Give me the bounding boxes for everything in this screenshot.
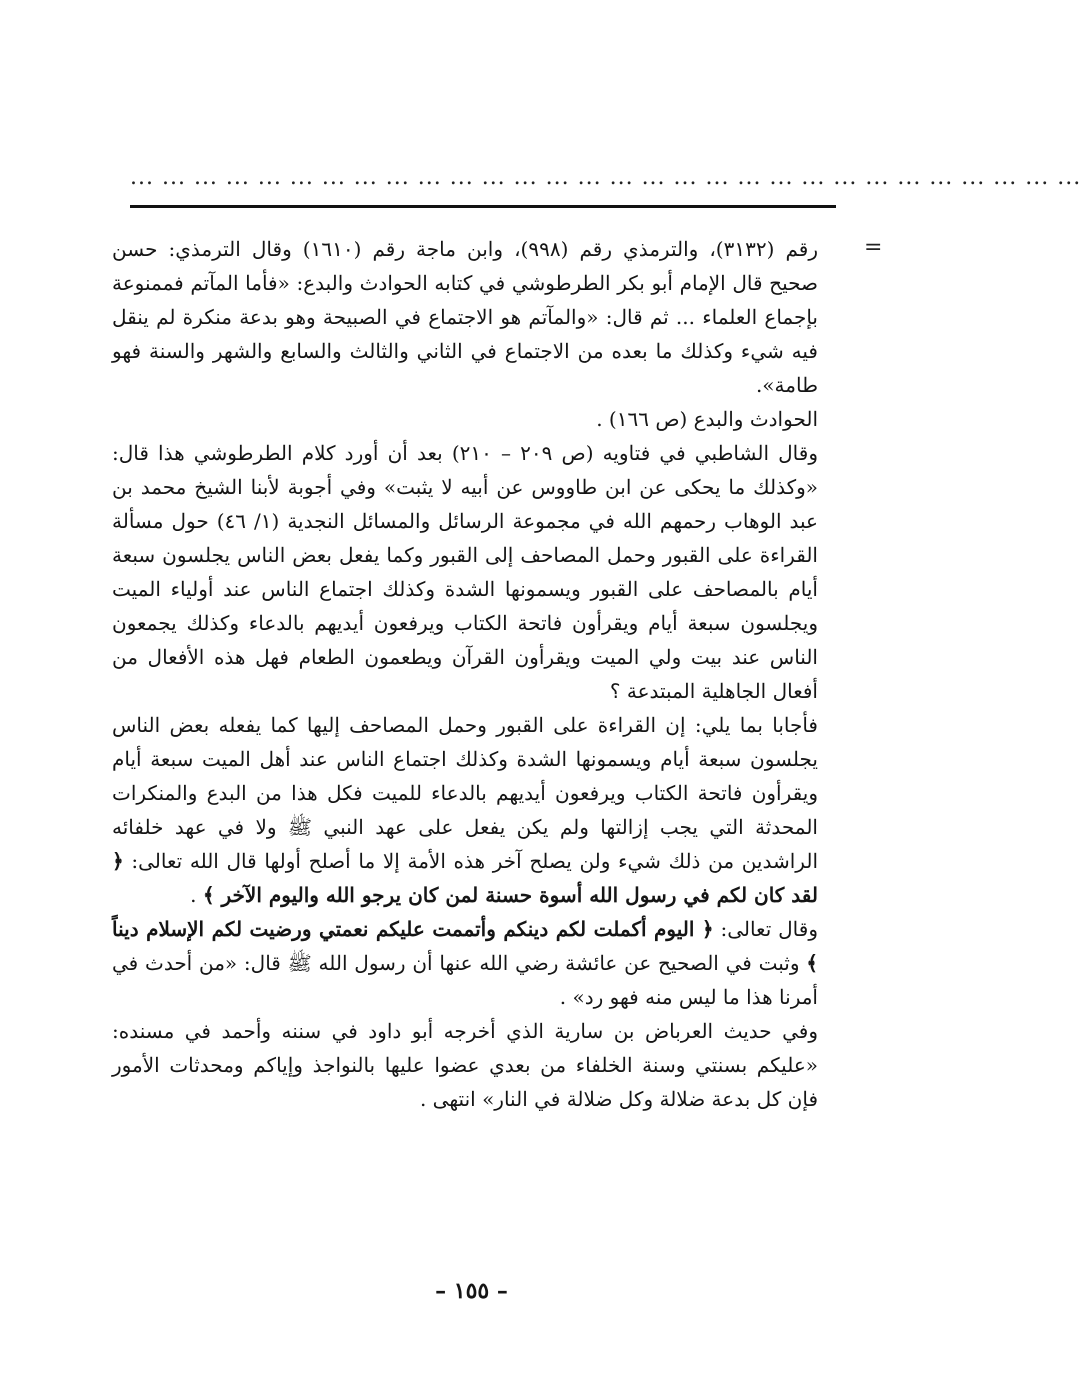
margin-mark: = — [864, 235, 883, 260]
paragraph-answer — [112, 708, 818, 912]
paragraph-footnote-continuation: رقم (٣١٣٢)، والترمذي رقم (٩٩٨)، وابن ماجة رقم (١٦١٠) وقال الترمذي: حسن صحيح قال الإمام أبو بكر الطرطوشي في كتابه الحوادث والبدع: «فأما المآتم فممنوعة بإجماع العلماء ... ثم قال: «والمآتم هو الاجتماع في الصبيحة وهو بدعة منكرة لم ينقل فيه شيء وكذلك ما بعده من الاجتماع في الثاني والثالث والسابع والشهر والسنة فهو طامة». — [112, 237, 819, 397]
paragraph-irbad-hadith: وفي حديث العرباض بن سارية الذي أخرجه أبو داود في سننه وأحمد في مسنده: «عليكم بسنتي وسنة الخلفاء من بعدي عضوا عليها بالنواجذ وإياكم ومحدثات الأمور فإن كل بدعة ضلالة وكل ضلالة في النار» انتهى . — [112, 1019, 818, 1111]
answer-text: فأجابا بما يلي: إن القراءة على القبور وحمل المصاحف إليها كما يفعله بعض الناس يجلسون سبعة أيام ويسمونها الشدة وكذلك اجتماع الناس عند أهل الميت سبعة أيام ويقرأون فاتحة الكتاب ويرفعون أيديهم بالدعاء للميت فكل هذا من البدع والمنكرات المحدثة التي يجب إزالتها ولم يكن يفعل على عهد النبي ﷺ ولا في عهد خلفائه الراشدين من ذلك شيء ولن يصلح آخر هذه الأمة إلا ما أصلح أولها قال الله تعالى: — [112, 713, 818, 873]
page-number: – ١٥٥ – — [435, 1278, 508, 1304]
body-text — [112, 232, 818, 1116]
header-rule — [130, 205, 836, 208]
verse-intro: وقال تعالى: — [713, 917, 818, 941]
answer-end: . — [190, 883, 203, 907]
quran-verse-2: ﴿ اليوم أكملت لكم دينكم وأتممت عليكم نعمتي ورضيت لكم الإسلام ديناً ﴾ — [112, 917, 818, 975]
quran-verse-1: ﴿ لقد كان لكم في رسول الله أسوة حسنة لمن كان يرجو الله واليوم الآخر ﴾ — [112, 849, 818, 907]
paragraph-shatibi: وقال الشاطبي في فتاويه (ص ٢٠٩ – ٢١٠) بعد أن أورد كلام الطرطوشي هذا قال: «وكذلك ما يحكى عن ابن طاووس عن أبيه لا يثبت» وفي أجوبة لأبنا الشيخ محمد بن عبد الوهاب رحمهم الله في مجموعة الرسائل والمسائل النجدية (١/ ٤٦) حول مسألة القراءة على القبور وحمل المصاحف إلى القبور وكما يفعل بعض الناس يجلسون سبعة أيام بالمصاحف على القبور ويسمونها الشدة وكذلك اجتماع الناس عند أولياء الميت ويجلسون سبعة أيام ويقرأون فاتحة الكتاب ويرفعون أيديهم بالدعاء وكذلك يجمعون الناس عند بيت ولي الميت ويقرأون القرآن ويطعمون الطعام فهل هذه الأفعال من أفعال الجاهلية المبتدعة ؟ — [112, 441, 818, 703]
hadith-text: وثبت في الصحيح عن عائشة رضي الله عنها أن رسول الله ﷺ قال: «من أحدث في أمرنا هذا ما ليس منه فهو رد» . — [112, 951, 818, 1009]
paragraph-verse-hadith — [112, 912, 818, 1014]
paragraph-reference: الحوادث والبدع (ص ١٦٦) . — [596, 407, 818, 431]
separator-dots: ... ... ... ... ... ... ... ... ... ... ... ... ... ... ... ... ... ... ... ... ... ... ... ... ... ... ... ... ... ... — [130, 165, 1081, 190]
